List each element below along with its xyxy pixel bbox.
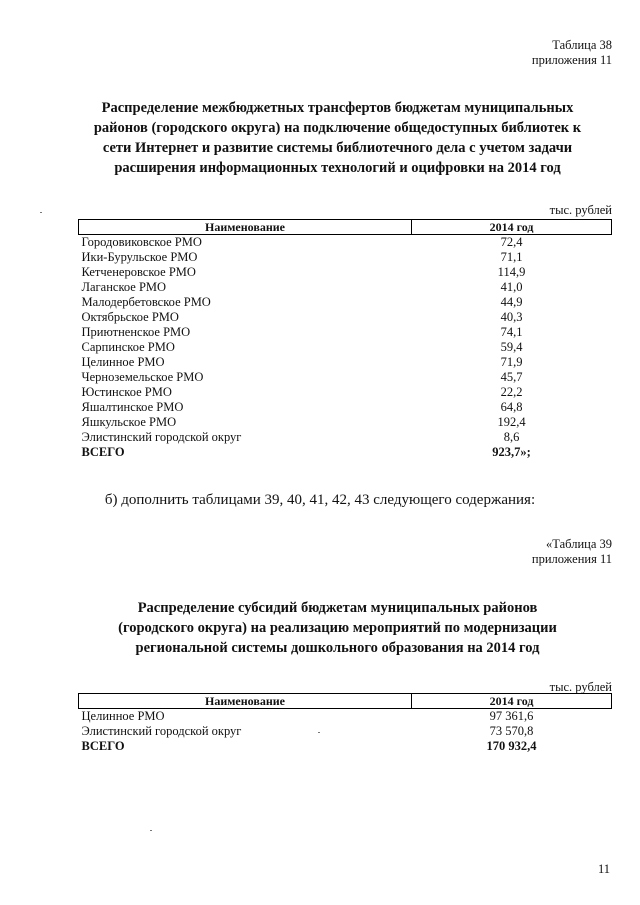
- row-name: Целинное РМО: [81, 709, 165, 723]
- table-row: [79, 370, 612, 385]
- row-value: 22,2: [500, 385, 523, 399]
- table38-title: [60, 98, 615, 178]
- total-row: [79, 445, 612, 460]
- row-value: 45,7: [500, 370, 523, 384]
- row-value: 73 570,8: [489, 724, 534, 738]
- total-row: [79, 739, 612, 754]
- table-row: [79, 280, 612, 295]
- row-name: Приютненское РМО: [81, 325, 191, 339]
- total-label: ВСЕГО: [81, 739, 125, 753]
- page-number: 11: [597, 862, 610, 876]
- table39-title: [60, 598, 615, 658]
- table-row: [79, 310, 612, 325]
- column-header-name: Наименование: [79, 694, 412, 709]
- table-row: [79, 235, 612, 251]
- table-row: [79, 430, 612, 445]
- table39-title-line: Распределение субсидий бюджетам муниципальных районов: [137, 600, 538, 616]
- row-value: 41,0: [500, 280, 523, 294]
- row-name: Ики-Бурульское РМО: [81, 250, 198, 264]
- row-value: 8,6: [503, 430, 520, 444]
- table39-reference: [532, 537, 612, 567]
- table39: [78, 693, 612, 754]
- column-header-year: 2014 год: [412, 220, 612, 235]
- row-value: 40,3: [500, 310, 523, 324]
- table39-ref-line1: «Таблица 39: [546, 537, 612, 551]
- scan-speck: [318, 732, 320, 733]
- row-value: 59,4: [500, 340, 523, 354]
- row-name: Черноземельское РМО: [81, 370, 204, 384]
- column-header-name: Наименование: [79, 220, 412, 235]
- row-value: 64,8: [500, 400, 523, 414]
- table39-ref-line2: приложения 11: [531, 552, 612, 566]
- column-header-year: 2014 год: [412, 694, 612, 709]
- total-value: 170 932,4: [486, 739, 537, 753]
- table-row: [79, 385, 612, 400]
- row-name: Сарпинское РМО: [81, 340, 175, 354]
- table38-ref-line1: Таблица 38: [552, 38, 612, 52]
- scan-speck: [40, 212, 42, 213]
- table38-units: тыс. рублей: [549, 203, 612, 217]
- row-name: Юстинское РМО: [81, 385, 172, 399]
- table38: [78, 219, 612, 460]
- table-row: [79, 709, 612, 725]
- row-name: Лаганское РМО: [81, 280, 167, 294]
- table39-title-line: (городского округа) на реализацию мероприятий по модернизации: [118, 620, 557, 636]
- row-name: Элистинский городской округ: [81, 724, 242, 738]
- table39-units: тыс. рублей: [549, 680, 612, 694]
- table38-ref-line2: приложения 11: [531, 53, 612, 67]
- row-name: Целинное РМО: [81, 355, 165, 369]
- table-row: [79, 250, 612, 265]
- row-name: Яшкульское РМО: [81, 415, 177, 429]
- row-value: 72,4: [500, 235, 523, 249]
- row-value: 114,9: [497, 265, 526, 279]
- row-name: Городовиковское РМО: [81, 235, 202, 249]
- table-row: [79, 724, 612, 739]
- table-row: [79, 295, 612, 310]
- amendment-paragraph: б) дополнить таблицами 39, 40, 41, 42, 43 следующего содержания:: [104, 492, 536, 508]
- table-row: [79, 355, 612, 370]
- row-value: 192,4: [497, 415, 526, 429]
- table-header-row: [79, 220, 612, 235]
- row-name: Элистинский городской округ: [81, 430, 242, 444]
- table-row: [79, 265, 612, 280]
- table-row: [79, 340, 612, 355]
- row-value: 44,9: [500, 295, 523, 309]
- table38-title-line: районов (городского округа) на подключение общедоступных библиотек к: [93, 120, 582, 136]
- table-row: [79, 415, 612, 430]
- table38-title-line: расширения информационных технологий и оцифровки на 2014 год: [114, 160, 561, 176]
- row-value: 74,1: [500, 325, 523, 339]
- row-value: 71,9: [500, 355, 523, 369]
- row-name: Малодербетовское РМО: [81, 295, 211, 309]
- table-row: [79, 325, 612, 340]
- scan-speck: [150, 830, 152, 831]
- table38-title-line: сети Интернет и развитие системы библиотечного дела с учетом задачи: [102, 140, 573, 156]
- total-value: 923,7»;: [492, 445, 531, 459]
- total-label: ВСЕГО: [81, 445, 125, 459]
- table39-title-line: региональной системы дошкольного образования на 2014 год: [135, 640, 540, 656]
- table38-title-line: Распределение межбюджетных трансфертов бюджетам муниципальных: [101, 100, 574, 116]
- table38-reference: [532, 38, 612, 68]
- row-value: 97 361,6: [489, 709, 534, 723]
- table-row: [79, 400, 612, 415]
- row-name: Яшалтинское РМО: [81, 400, 184, 414]
- row-name: Октябрьское РМО: [81, 310, 179, 324]
- table-header-row: [79, 694, 612, 709]
- row-name: Кетченеровское РМО: [81, 265, 196, 279]
- row-value: 71,1: [500, 250, 523, 264]
